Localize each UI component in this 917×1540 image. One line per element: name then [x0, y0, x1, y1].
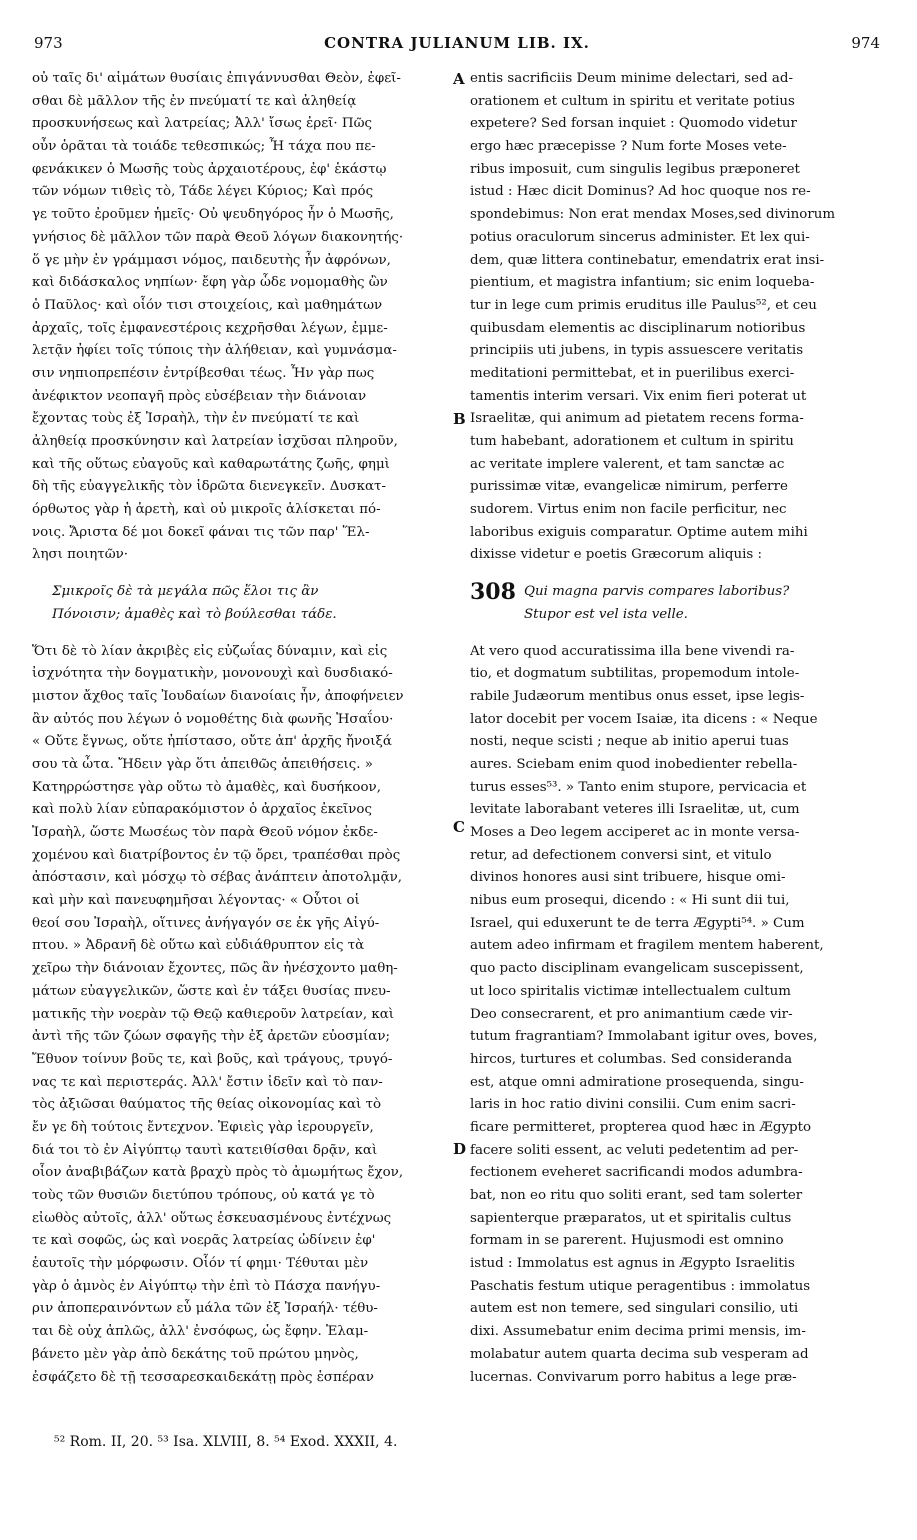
greek-column-line: σθαι δὲ μᾶλλον τῆς ἐν πνεύματί τε καὶ ἀληθείᾳ	[32, 93, 357, 109]
greek-column-2-line: Ἔθυον τοίνυν βοῦς τε, καὶ βοῦς, καὶ τράγους, τρυγό-	[32, 1051, 393, 1067]
greek-column-2-line: Κατηρρώστησε γὰρ οὕτω τὸ ἀμαθὲς, καὶ δυσήκοον,	[32, 779, 381, 795]
greek-column-line: ἔχοντας τοὺς ἐξ Ἰσραὴλ, τὴν ἐν πνεύματί τε καὶ	[32, 411, 360, 427]
greek-column-line: σιν νηπιοπρεπέσιν ἐντρίβεσθαι τέως. Ἦν γὰρ πως	[32, 365, 375, 381]
greek-column-2-line: διά τοι τὸ ἐν Αἰγύπτῳ ταυτὶ κατειθίσθαι δρᾷν, καὶ	[32, 1142, 378, 1158]
spacer	[32, 627, 446, 641]
greek-column-2-line: Ὅτι δὲ τὸ λίαν ἀκριβὲς εἰς εὐζωΐας δύναμιν, καὶ εἰς	[32, 643, 388, 659]
latin-column-line: principiis uti jubens, in typis assuescere veritatis	[470, 343, 804, 359]
greek-column-2-line: χεῖρω τὴν διάνοιαν ἔχοντες, πῶς ἂν ἠνέσχοντο μαθη-	[32, 961, 398, 977]
latin-column-line: istud : Hæc dicit Dominus? Ad hoc quoque nos re-	[470, 184, 811, 200]
greek-column-2-line: εἰωθὸς αὐτοῖς, ἀλλ' οὕτως ἐσκευασμένους ἐντέχνως	[32, 1210, 392, 1226]
latin-column-2-line: Israel, qui eduxerunt te de terra Ægypti⁵⁴. » Cum	[470, 915, 805, 931]
greek-column-2-line: ἀπόστασιν, καὶ μόσχῳ τὸ σέβας ἀνάπτειν ἀποτολμᾷν,	[32, 870, 403, 886]
latin-column	[470, 68, 882, 1389]
greek-column-2-line: τὸς ἀξιῶσαι θαύματος τῆς θείας οἰκονομίας καὶ τὸ	[32, 1097, 382, 1113]
greek-column-2-line: ματικῆς τὴν νοερὰν τῷ Θεῷ καθιεροῦν λατρείαν, καὶ	[32, 1006, 394, 1022]
latin-column-line: purissimæ vitæ, evangelicæ nimirum, perferre	[470, 479, 788, 495]
latin-column-2-line: fectionem eveheret sacrificandi modos adumbra-	[470, 1165, 803, 1181]
latin-column-2-line: istud : Immolatus est agnus in Ægypto Israelitis	[470, 1256, 795, 1272]
latin-column-2-line: ficare permitteret, propterea quod hæc in Ægypto	[470, 1119, 812, 1135]
greek-column-line: τῶν νόμων τιθεὶς τὸ, Τάδε λέγει Κύριος; Καὶ πρός	[32, 184, 374, 200]
greek-column-2-line: τε καὶ σοφῶς, ὡς καὶ νοερᾶς λατρείας ὠδίνειν ἐφ'	[32, 1233, 376, 1249]
latin-column-2-line: nosti, neque scisti ; neque ab initio aperui tuas	[470, 734, 789, 750]
latin-column-2-line: bat, non eo ritu quo soliti erant, sed tam solerter	[470, 1188, 803, 1203]
greek-column-2-line: ἂν αὐτός που λέγων ὁ νομοθέτης διὰ φωνῆς Ἡσαΐου·	[32, 711, 394, 727]
latin-column-line: quibusdam elementis ac disciplinarum notioribus	[470, 320, 806, 336]
greek-column-2-line: θεοί σου Ἰσραὴλ, οἵτινες ἀνήγαγόν σε ἐκ γῆς Αἰγύ-	[32, 915, 380, 931]
latin-column-line: meditationi permittebat, et in puerilibus exerci-	[470, 365, 795, 381]
latin-verse-quote	[524, 581, 789, 626]
greek-column-2-line: πτου. » Ἀδρανῆ δὲ οὕτω καὶ εὐδιάθρυπτον εἰς τὰ	[32, 938, 365, 954]
latin-column-2-line: tutum fragrantiam? Immolabant igitur oves, boves,	[470, 1029, 818, 1045]
latin-column-2-line: autem adeo infirmam et fragilem mentem haberent,	[470, 938, 824, 954]
greek-column-2-line: ἑαυτοῖς τὴν μόρφωσιν. Οἷόν τί φημι· Τέθυται μὲν	[32, 1256, 369, 1272]
latin-column-2-line: divinos honores ausi sint tribuere, hisque omi-	[470, 870, 786, 886]
latin-column-2-line: aures. Sciebam enim quod inobedienter rebella-	[470, 756, 798, 772]
greek-column-2-line: ριν ἀποπεραινόντων εὖ μάλα τῶν ἐξ Ἰσραήλ· τέθυ-	[32, 1301, 378, 1317]
latin-column-2-line: turus esses⁵³. » Tanto enim stupore, pervicacia et	[470, 779, 807, 795]
latin-column-line: sudorem. Virtus enim non facile perficitur, nec	[470, 502, 787, 518]
latin-column-2-line: quo pacto disciplinam evangelicam suscepissent,	[470, 961, 804, 977]
greek-column-2-line: καὶ μὴν καὶ πανευφημῆσαι λέγοντας· « Οὗτοι οἱ	[32, 893, 360, 909]
greek-column-line: ὁ Παῦλος· καὶ οἷόν τισι στοιχείοις, καὶ μαθημάτων	[32, 297, 383, 313]
footnotes: ⁵² Rom. II, 20. ⁵³ Isa. XLVIII, 8. ⁵⁴ Exod. XXXII, 4.	[54, 1434, 398, 1450]
latin-column-2-line: est, atque omni admiratione prosequenda, singu-	[470, 1074, 804, 1090]
greek-column-line: ἀληθείᾳ προσκύνησιν καὶ λατρείαν ἰσχῦσαι πληροῦν,	[32, 434, 398, 449]
latin-column-line: laboribus exiguis comparatur. Optime autem mihi	[470, 524, 808, 540]
latin-column-2-line: At vero quod accuratissima illa bene vivendi ra-	[470, 643, 795, 659]
latin-verse-line: Stupor est vel ista velle.	[524, 606, 688, 622]
latin-column-line: Israelitæ, qui animum ad pietatem recens forma-	[470, 411, 804, 427]
greek-column-line: ἀρχαῖς, τοῖς ἐμφανεστέροις κεχρῆσθαι λέγων, ἐμμε-	[32, 320, 388, 336]
greek-column-line: προσκυνήσεως καὶ λατρείας; Ἀλλ' ἴσως ἐρεῖ· Πῶς	[32, 116, 373, 132]
greek-column-line: δὴ τῆς εὐαγγελικῆς τὸν ἱδρῶτα διενεγκεῖν. Δυσκατ-	[32, 479, 386, 495]
greek-column-2-line: γὰρ ὁ ἀμνὸς ἐν Αἰγύπτῳ τὴν ἐπὶ τὸ Πάσχα πανήγυ-	[32, 1278, 381, 1294]
margin-marker-a: A	[453, 70, 465, 88]
greek-column-2-line: ται δὲ οὐχ ἁπλῶς, ἀλλ' ἐνσόφως, ὡς ἔφην. Ἐλαμ-	[32, 1324, 369, 1340]
greek-column-line: φενάκικεν ὁ Μωσῆς τοὺς ἀρχαιοτέρους, ἐφ' ἑκάστῳ	[32, 161, 387, 177]
page-number-right: 974	[851, 34, 880, 52]
greek-column-2-line: ἔν γε δὴ τούτοις ἔντεχνον. Ἐφιεὶς γὰρ ἱερουργεῖν,	[32, 1119, 374, 1135]
greek-verse-line: Πόνοισιν; ἀμαθὲς καὶ τὸ βούλεσθαι τάδε.	[52, 606, 337, 622]
latin-column-line: ribus imposuit, cum singulis legibus præponeret	[470, 161, 800, 177]
greek-column	[32, 68, 446, 1389]
latin-column-line: spondebimus: Non erat mendax Moses,sed divinorum	[470, 207, 836, 223]
greek-column-2-line: βάνετο μὲν γὰρ ἀπὸ δεκάτης τοῦ πρώτου μηνὸς,	[32, 1346, 359, 1362]
greek-column-2-line: νας τε καὶ περιστεράς. Ἀλλ' ἔστιν ἰδεῖν καὶ τὸ παν-	[32, 1074, 383, 1090]
greek-column-2-line: μάτων εὐαγγελικῶν, ὥστε καὶ ἐν τάξει θυσίας πνευ-	[32, 983, 391, 999]
greek-column-line: λησι ποιητῶν·	[32, 547, 129, 563]
latin-column-2-line: dixi. Assumebatur enim decima primi mensis, im-	[470, 1324, 806, 1340]
page-number-left: 973	[34, 34, 63, 52]
greek-column-line: καὶ τῆς οὕτως εὐαγοῦς καὶ καθαρωτάτης ζωῆς, φημὶ	[32, 456, 390, 472]
margin-marker-c: C	[453, 818, 465, 836]
latin-column-line: tamentis interim versari. Vix enim fieri poterat ut	[470, 388, 807, 404]
latin-column-2-line: Moses a Deo legem acciperet ac in monte versa-	[470, 825, 800, 840]
section-block	[470, 581, 882, 626]
running-header	[34, 34, 880, 62]
latin-column-2-line: formam in se parerent. Hujusmodi est omnino	[470, 1233, 784, 1249]
greek-column-line: όρθωτος γὰρ ἡ ἀρετὴ, καὶ οὐ μικροῖς ἁλίσκεται πό-	[32, 502, 381, 518]
greek-column-2-line: ἰσχνότητα τὴν δογματικὴν, μονονουχὶ καὶ δυσδιακό-	[32, 666, 393, 682]
latin-column-line: ergo hæc præcepisse ? Num forte Moses vete-	[470, 139, 787, 155]
greek-column-line: λετᾷν ἠφίει τοῖς τύποις τὴν ἀλήθειαν, καὶ γυμνάσμα-	[32, 343, 397, 359]
spacer	[470, 567, 882, 581]
latin-column-2-line: Deo consecrarent, et pro animantium cæde vir-	[470, 1006, 793, 1022]
latin-column-2-line: levitate laborabant veteres illi Israelitæ, ut, cum	[470, 802, 800, 818]
greek-column-2-line: οἷον ἀναβιβάζων κατὰ βραχὺ πρὸς τὸ ἀμωμήτως ἔχον,	[32, 1165, 404, 1181]
spacer	[32, 567, 446, 581]
latin-column-2-line: retur, ad defectionem conversi sint, et vitulo	[470, 847, 772, 863]
latin-column-2-line: laris in hoc ratio divini consilii. Cum enim sacri-	[470, 1097, 796, 1113]
latin-verse-line: Qui magna parvis compares laboribus?	[524, 584, 790, 600]
greek-column-line: νοις. Ἄριστα δέ μοι δοκεῖ φάναι τις τῶν παρ' Ἕλ-	[32, 524, 370, 540]
greek-column-line: ὅ γε μὴν ἐν γράμμασι νόμος, παιδευτὴς ἦν ἀφρόνων,	[32, 252, 391, 268]
greek-column-line: οὖν ὁρᾶται τὰ τοιάδε τεθεσπικώς; Ἦ τάχα που πε-	[32, 139, 376, 155]
latin-column-line: dem, quæ littera continebatur, emendatrix erat insi-	[470, 252, 825, 268]
margin-marker-d: D	[453, 1140, 467, 1158]
latin-column-2-line: tio, et dogmatum subtilitas, propemodum intole-	[470, 666, 800, 682]
margin-marker-b: B	[453, 410, 466, 428]
latin-column-line: orationem et cultum in spiritu et veritate potius	[470, 93, 795, 109]
latin-column-line: tum habebant, adorationem et cultum in spiritu	[470, 434, 794, 449]
greek-column-2-line: σου τὰ ὦτα. Ἤδειν γὰρ ὅτι ἀπειθῶς ἀπειθήσεις. »	[32, 756, 373, 772]
greek-column-line: καὶ διδάσκαλος νηπίων· ἔφη γὰρ ὧδε νομομαθὴς ὢν	[32, 275, 388, 291]
greek-column-2-line: ἀντὶ τῆς τῶν ζώων σφαγῆς τὴν ἐξ ἀρετῶν εὐοσμίαν;	[32, 1029, 390, 1045]
latin-column-2-line: autem est non temere, sed singulari consilio, uti	[470, 1301, 799, 1317]
running-title: CONTRA JULIANUM LIB. IX.	[324, 34, 590, 52]
latin-column-2-line: rabile Judæorum mentibus onus esset, ipse legis-	[470, 688, 805, 704]
latin-column-line: entis sacrificiis Deum minime delectari, sed ad-	[470, 71, 793, 86]
latin-column-2-line: hircos, turtures et columbas. Sed consideranda	[470, 1051, 793, 1067]
greek-column-2-line: μιστον ἄχθος ταῖς Ἰουδαίων διανοίαις ἦν, ἀποφήνειεν	[32, 688, 404, 704]
latin-column-2-line: lator docebit per vocem Isaiæ, ita dicens : « Neque	[470, 711, 818, 727]
greek-column-2-line: καὶ πολὺ λίαν εὐπαρακόμιστον ὁ ἀρχαῖος ἐκεῖνος	[32, 802, 372, 818]
latin-column-2-line: ut loco spiritalis victimæ intellectualem cultum	[470, 983, 791, 999]
greek-column-line: γε τοῦτο ἐροῦμεν ἡμεῖς· Οὐ ψευδηγόρος ἦν ὁ Μωσῆς,	[32, 207, 394, 223]
greek-verse-line: Σμικροῖς δὲ τὰ μεγάλα πῶς ἕλοι τις ἂν	[52, 584, 319, 600]
greek-column-2-line: « Οὔτε ἔγνως, οὔτε ἠπίστασο, οὔτε ἀπ' ἀρχῆς ἤνοιξά	[32, 734, 392, 750]
greek-column-line: οὐ ταῖς δι' αἱμάτων θυσίαις ἐπιγάννυσθαι Θεὸν, ἐφεῖ-	[32, 71, 401, 86]
greek-column-2-line: χομένου καὶ διατρίβοντος ἐν τῷ ὄρει, τραπέσθαι πρὸς	[32, 847, 401, 863]
latin-column-2-line: lucernas. Convivarum porro habitus a lege præ-	[470, 1369, 797, 1385]
spacer	[470, 627, 882, 641]
greek-column-line: γνήσιος δὲ μᾶλλον τῶν παρὰ Θεοῦ λόγων διακονητής·	[32, 229, 404, 245]
greek-column-2-line: Ἰσραὴλ, ὥστε Μωσέως τὸν παρὰ Θεοῦ νόμον ἐκδε-	[32, 825, 378, 840]
latin-column-line: tur in lege cum primis eruditus ille Paulus⁵², et ceu	[470, 297, 817, 313]
latin-column-line: dixisse videtur e poetis Græcorum aliquis :	[470, 547, 763, 563]
latin-column-line: pientium, et magistra infantium; sic enim loqueba-	[470, 275, 815, 291]
latin-column-2-line: molabatur autem quarta decima sub vesperam ad	[470, 1346, 809, 1362]
latin-column-line: expetere? Sed forsan inquiet : Quomodo videtur	[470, 116, 797, 132]
latin-column-2-line: Paschatis festum utique peragentibus : immolatus	[470, 1278, 811, 1294]
latin-column-line: potius oraculorum sincerus administer. Et lex qui-	[470, 229, 810, 245]
section-number: 308	[470, 579, 516, 606]
latin-column-2-line: sapienterque præparatos, ut et spiritalis cultus	[470, 1210, 792, 1226]
greek-column-2-line: τοὺς τῶν θυσιῶν διετύπου τρόπους, οὐ κατά γε τὸ	[32, 1188, 375, 1203]
latin-column-2-line: facere soliti essent, ac veluti pedetentim ad per-	[470, 1142, 799, 1158]
greek-column-line: ἀνέφικτον νεοπαγῆ πρὸς εὐσέβειαν τὴν διάνοιαν	[32, 388, 367, 404]
greek-column-2-line: ἐσφάζετο δὲ τῇ τεσσαρεσκαιδεκάτῃ πρὸς ἑσπέραν	[32, 1369, 374, 1385]
latin-column-2-line: nibus eum prosequi, dicendo : « Hi sunt dii tui,	[470, 893, 790, 909]
latin-column-line: ac veritate implere valerent, et tam sanctæ ac	[470, 456, 785, 472]
